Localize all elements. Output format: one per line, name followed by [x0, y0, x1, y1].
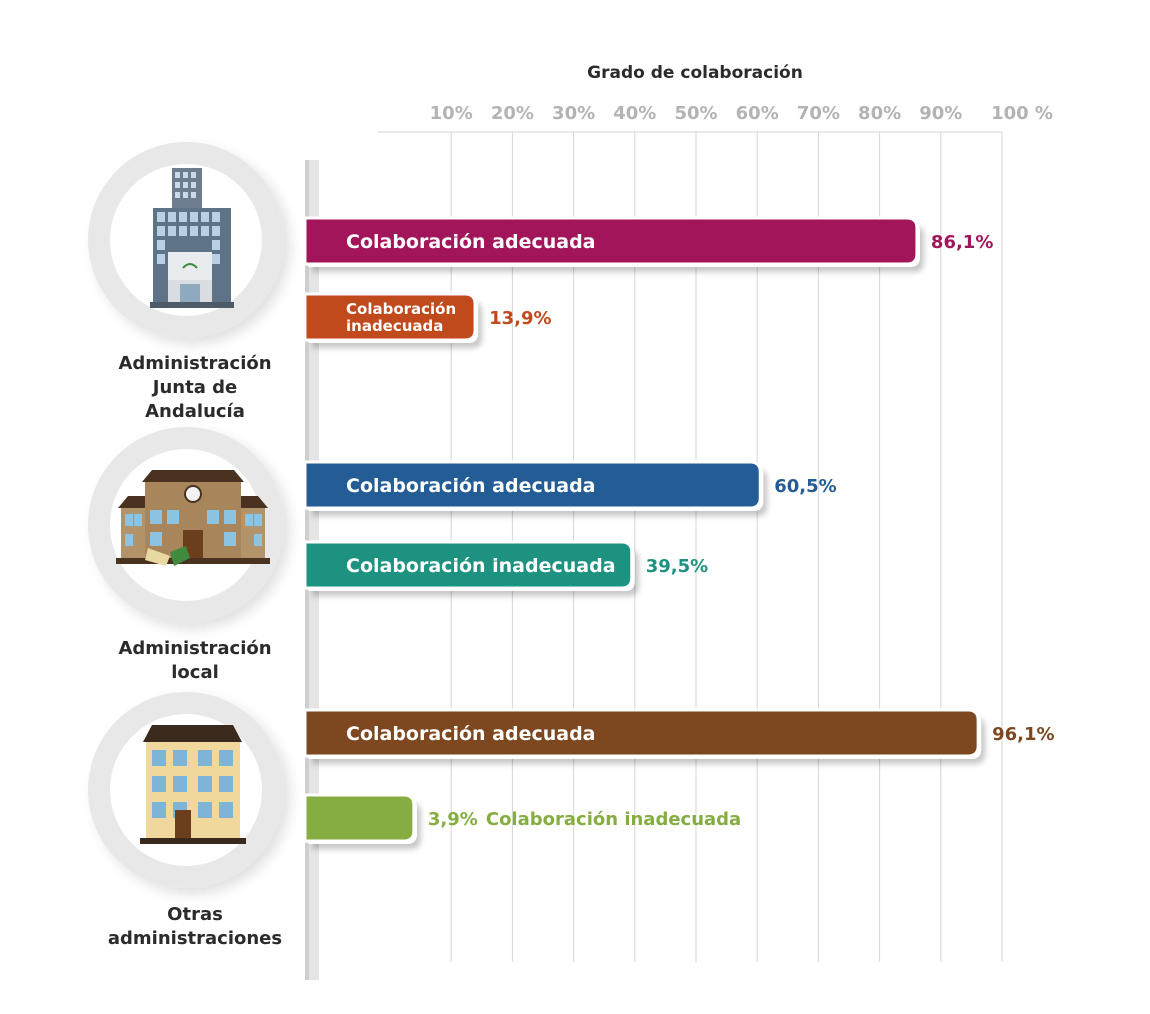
chart-title: Grado de colaboración	[587, 63, 803, 83]
bar-value-label: 39,5%	[645, 556, 709, 577]
bar-outside-label: Colaboración inadecuada	[485, 809, 742, 830]
x-tick-label: 20%	[490, 103, 534, 124]
group-icon-otras	[88, 692, 284, 888]
x-tick-label: 60%	[735, 103, 779, 124]
x-axis-ticks	[430, 103, 1053, 124]
x-tick-label: 30%	[552, 103, 596, 124]
apartment-building-icon	[140, 725, 246, 844]
x-tick-label: 100 %	[991, 103, 1053, 124]
bar-label: Colaboración adecuada	[346, 475, 596, 497]
group-icon-local	[88, 427, 284, 623]
bar-label: Colaboración adecuada	[346, 231, 596, 253]
group-label: Administración Junta de Andalucía	[118, 353, 272, 422]
x-tick-label: 80%	[858, 103, 902, 124]
bar-value-label: 60,5%	[774, 476, 837, 497]
bar-value-label: 3,9%	[427, 809, 478, 830]
bar	[305, 795, 414, 841]
bar-value-label: 96,1%	[992, 724, 1055, 745]
x-tick-label: 10%	[429, 103, 473, 124]
bar-label: Colaboración inadecuada	[346, 555, 616, 577]
x-tick-label: 40%	[613, 103, 657, 124]
bar-value-label: 13,9%	[489, 308, 552, 329]
x-tick-label: 70%	[796, 103, 840, 124]
group-label: Administración local	[118, 638, 272, 683]
bar-value-label: 86,1%	[930, 232, 994, 253]
bar-label: Colaboración inadecuada	[346, 300, 457, 335]
x-tick-label: 90%	[919, 103, 963, 124]
group-label: Otras administraciones	[107, 904, 283, 949]
x-tick-label: 50%	[674, 103, 718, 124]
bars-layer	[305, 218, 1055, 844]
bar-label: Colaboración adecuada	[346, 723, 596, 745]
group-icon-junta	[88, 142, 284, 338]
